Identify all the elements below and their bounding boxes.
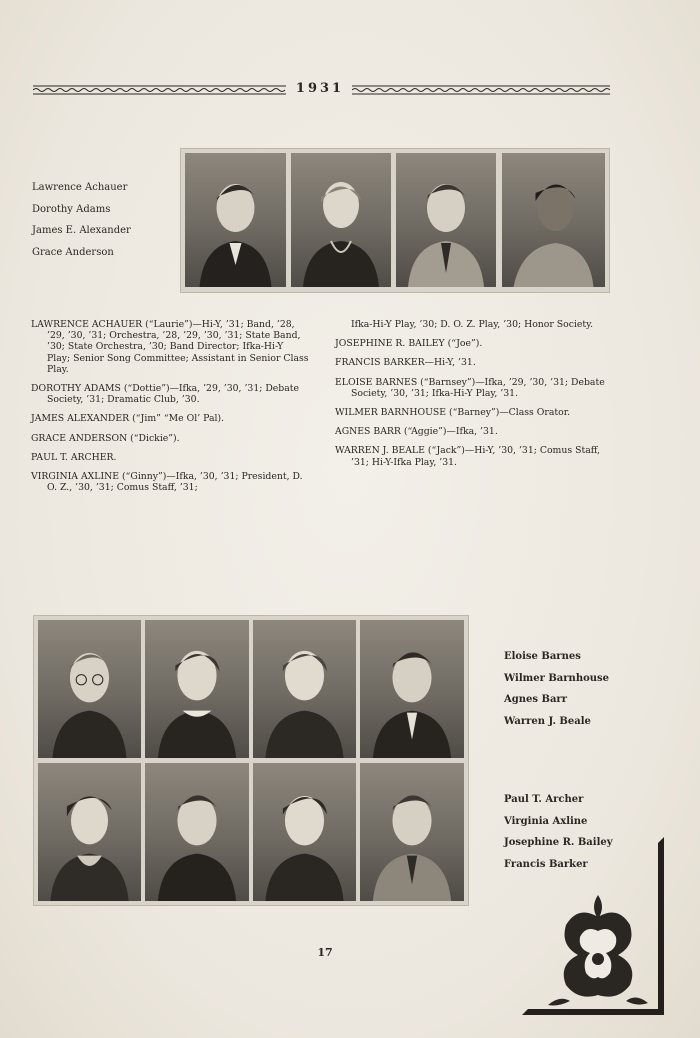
caption-name: Josephine R. Bailey (504, 837, 613, 848)
biography-entry: ELOISE BARNES (“Barnsey”)—Ifka, ’29, ’30, ’31; Debate Society, ’30, ’31; Ifka-Hi-Y Play, ’31. (335, 376, 605, 399)
portrait-photo (145, 620, 249, 758)
biography-entry: WILMER BARNHOUSE (“Barney”)—Class Orator. (335, 407, 571, 419)
bottom-photo-grid (33, 615, 469, 906)
caption-name: Lawrence Achauer (32, 182, 128, 193)
caption-name: Agnes Barr (504, 694, 567, 705)
portrait-photo (145, 763, 249, 901)
bottom-photo-caption-list-top (504, 649, 644, 735)
portrait-photo (38, 620, 141, 758)
biography-entry: GRACE ANDERSON (“Dickie”). (31, 432, 180, 444)
portrait-photo (38, 763, 141, 901)
header-rule-left (33, 84, 286, 96)
portrait-photo (253, 620, 356, 758)
biography-entry: WARREN J. BEALE (“Jack”)—Hi-Y, ’30, ’31; Comus Staff, ’31; Hi-Y-Ifka Play, ’31. (335, 445, 600, 468)
biography-entry: JAMES ALEXANDER (“Jim” “Me Ol’ Pal). (31, 413, 225, 425)
biography-entry: VIRGINIA AXLINE (“Ginny”)—Ifka, ’30, ’31; President, D. O. Z., ’30, ’31; Comus Staff, ’31; (31, 471, 303, 494)
biography-entry: PAUL T. ARCHER. (31, 451, 117, 463)
page-number: 17 (317, 946, 333, 959)
corner-ornament-icon (518, 835, 668, 1020)
caption-name: Warren J. Beale (504, 715, 591, 727)
portrait-photo (360, 620, 464, 758)
biography-entry: LAWRENCE ACHAUER (“Laurie”)—Hi-Y, ’31; Band, ’28, ’29, ’30, ’31; Orchestra, ’28, ’29, ’30, ’31; State Band, ’30; State Orchestra, ’30; Band Director; Ifka-Hi-Y Play; Senior Song Committee; Assistant in Senior Class Play. (31, 319, 309, 375)
caption-name: Grace Anderson (32, 246, 114, 258)
caption-name: Paul T. Archer (504, 794, 584, 805)
portrait-photo (291, 153, 391, 287)
biography-entry: JOSEPHINE R. BAILEY (“Joe”). (335, 338, 483, 350)
caption-name: Francis Barker (504, 858, 588, 870)
header-rule-right (352, 84, 610, 96)
top-photo-strip (180, 148, 610, 293)
biography-column-left (31, 319, 309, 501)
portrait-photo (396, 153, 496, 287)
caption-name: Dorothy Adams (32, 203, 111, 215)
portrait-photo (253, 763, 356, 901)
caption-name: James E. Alexander (32, 225, 131, 236)
page-year: 1931 (295, 81, 345, 96)
biography-continuation: Ifka-Hi-Y Play, ’30; D. O. Z. Play, ’30; Honor Society. (351, 319, 594, 330)
biography-column-right (335, 319, 613, 476)
portrait-photo (360, 763, 464, 901)
biography-entry: DOROTHY ADAMS (“Dottie”)—Ifka, ’29, ’30, ’31; Debate Society, ’31; Dramatic Club, ’30. (31, 383, 300, 406)
caption-name: Eloise Barnes (504, 651, 581, 662)
caption-name: Virginia Axline (504, 815, 588, 827)
caption-name: Wilmer Barnhouse (504, 672, 610, 684)
biography-entry: AGNES BARR (“Aggie”)—Ifka, ’31. (335, 426, 498, 438)
top-photo-caption-list (32, 180, 172, 266)
biography-entry: FRANCIS BARKER—Hi-Y, ’31. (335, 357, 476, 369)
portrait-photo (502, 153, 605, 287)
portrait-photo (185, 153, 286, 287)
